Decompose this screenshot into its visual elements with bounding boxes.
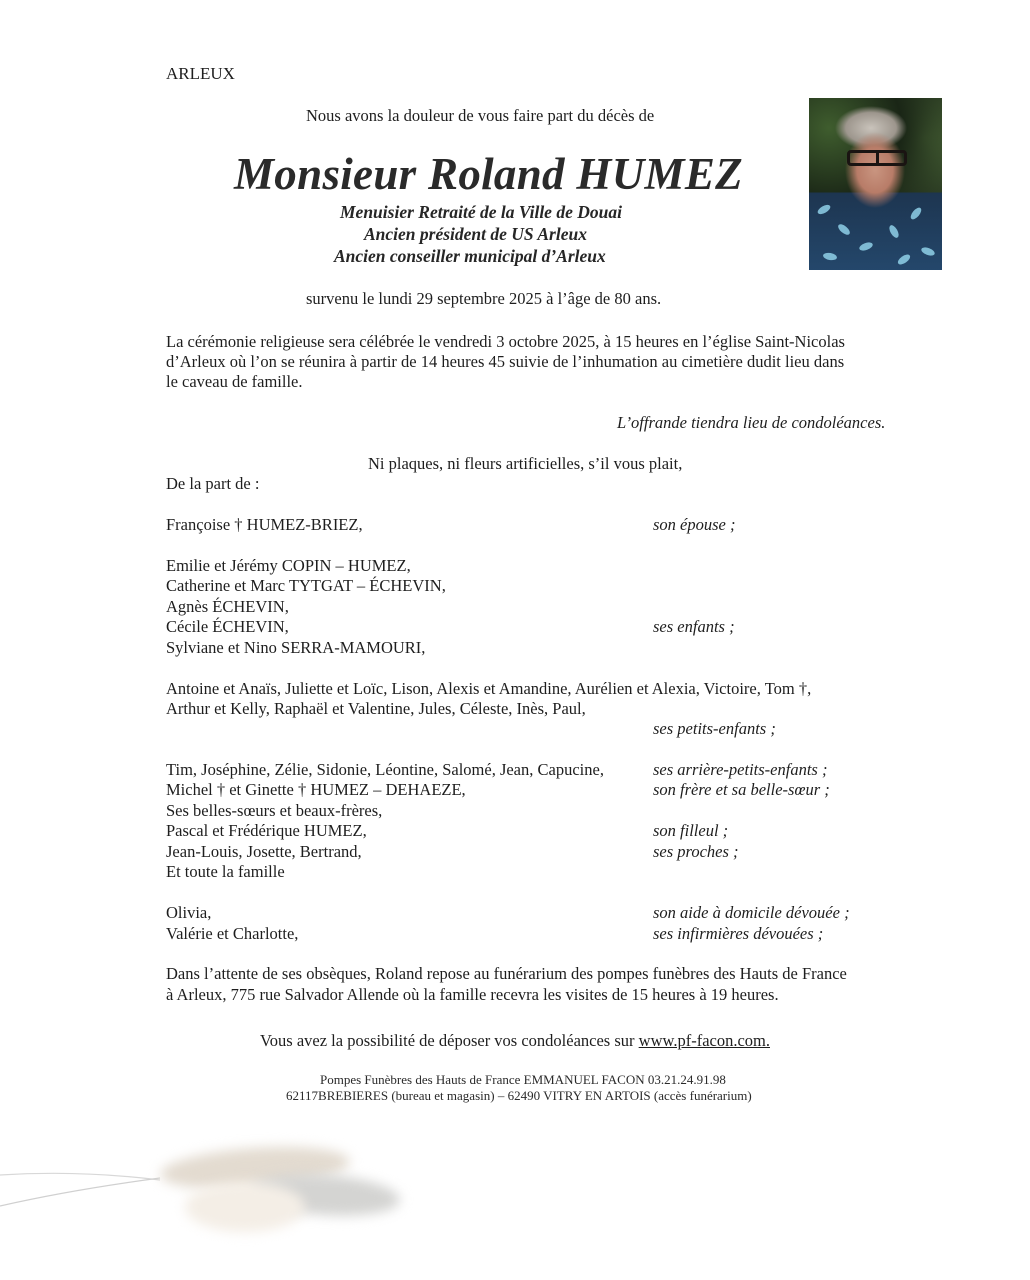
condolences-link[interactable]: www.pf-facon.com. [638, 1031, 770, 1050]
shirt-leaf [816, 203, 832, 216]
spouse-name: Françoise † HUMEZ-BRIEZ, [166, 515, 363, 534]
title-line: Menuisier Retraité de la Ville de Douai [340, 202, 622, 222]
offering-note: L’offrande tiendra lieu de condoléances. [617, 413, 886, 432]
grandchildren-relation: ses petits-enfants ; [653, 719, 776, 738]
intro-line: Nous avons la douleur de vous faire part du décès de [306, 106, 655, 125]
visitation-line: à Arleux, 775 rue Salvador Allende où la famille recevra les visites de 15 heures à 19 heures. [166, 985, 779, 1004]
condolences-text: Vous avez la possibilité de déposer vos condoléances sur [260, 1031, 635, 1050]
child-name: Cécile ÉCHEVIN, [166, 617, 289, 636]
ceremony-line: La cérémonie religieuse sera célébrée le vendredi 3 octobre 2025, à 15 heures en l’église Saint-Nicolas [166, 332, 845, 351]
footer-line-2: 62117BREBIERES (bureau et magasin) – 62490 VITRY EN ARTOIS (accès funérarium) [286, 1088, 752, 1103]
child-name: Catherine et Marc TYTGAT – ÉCHEVIN, [166, 576, 446, 595]
footer-line-1: Pompes Funèbres des Hauts de France EMMANUEL FACON 03.21.24.91.98 [320, 1072, 726, 1087]
title-line: Ancien président de US Arleux [364, 224, 587, 244]
relative-name: Et toute la famille [166, 862, 285, 881]
spouse-relation: son épouse ; [653, 515, 736, 534]
glasses-shape [847, 150, 907, 166]
relative-relation: ses proches ; [653, 842, 739, 861]
relative-name: Pascal et Frédérique HUMEZ, [166, 821, 367, 840]
title-line: Ancien conseiller municipal d’Arleux [334, 246, 606, 266]
shirt-leaf [836, 222, 851, 236]
ceremony-line: le caveau de famille. [166, 372, 303, 391]
shirt-leaf [822, 252, 837, 261]
grandchildren-line: Arthur et Kelly, Raphaël et Valentine, Jules, Céleste, Inès, Paul, [166, 699, 586, 718]
shirt-leaf [887, 224, 900, 240]
relative-relation: son frère et sa belle-sœur ; [653, 780, 830, 799]
caregiver-relation: son aide à domicile dévouée ; [653, 903, 850, 922]
pampas-grass-decoration [0, 1120, 520, 1280]
shirt-leaf [920, 246, 936, 257]
children-relation: ses enfants ; [653, 617, 735, 636]
no-flowers-note: Ni plaques, ni fleurs artificielles, s’il vous plait, [368, 454, 683, 473]
relative-relation: ses arrière-petits-enfants ; [653, 760, 828, 779]
shirt-leaf [909, 206, 923, 221]
child-name: Sylviane et Nino SERRA-MAMOURI, [166, 638, 426, 657]
relative-name: Ses belles-sœurs et beaux-frères, [166, 801, 383, 820]
caregiver-name: Olivia, [166, 903, 212, 922]
relative-name: Michel † et Ginette † HUMEZ – DEHAEZE, [166, 780, 466, 799]
caregiver-name: Valérie et Charlotte, [166, 924, 299, 943]
shirt-leaf [858, 241, 874, 252]
child-name: Emilie et Jérémy COPIN – HUMEZ, [166, 556, 411, 575]
condolences-line [260, 1031, 770, 1052]
ceremony-line: d’Arleux où l’on se réunira à partir de 14 heures 45 suivie de l’inhumation au cimetière dudit lieu dans [166, 352, 845, 371]
town-heading: ARLEUX [166, 64, 235, 83]
visitation-line: Dans l’attente de ses obsèques, Roland repose au funérarium des pompes funèbres des Hauts de France [166, 964, 847, 983]
death-notice: survenu le lundi 29 septembre 2025 à l’âge de 80 ans. [306, 289, 662, 308]
caregiver-relation: ses infirmières dévouées ; [653, 924, 824, 943]
family-intro: De la part de : [166, 474, 260, 493]
portrait-photo [809, 98, 942, 270]
deceased-name: Monsieur Roland HUMEZ [234, 149, 743, 199]
plume-cream [185, 1182, 305, 1232]
relative-relation: son filleul ; [653, 821, 729, 840]
child-name: Agnès ÉCHEVIN, [166, 597, 289, 616]
shirt-leaf [896, 253, 911, 267]
grandchildren-line: Antoine et Anaïs, Juliette et Loïc, Lison, Alexis et Amandine, Aurélien et Alexia, Victoire, Tom †, [166, 679, 812, 698]
relative-name: Tim, Joséphine, Zélie, Sidonie, Léontine, Salomé, Jean, Capucine, [166, 760, 604, 779]
relative-name: Jean-Louis, Josette, Bertrand, [166, 842, 362, 861]
